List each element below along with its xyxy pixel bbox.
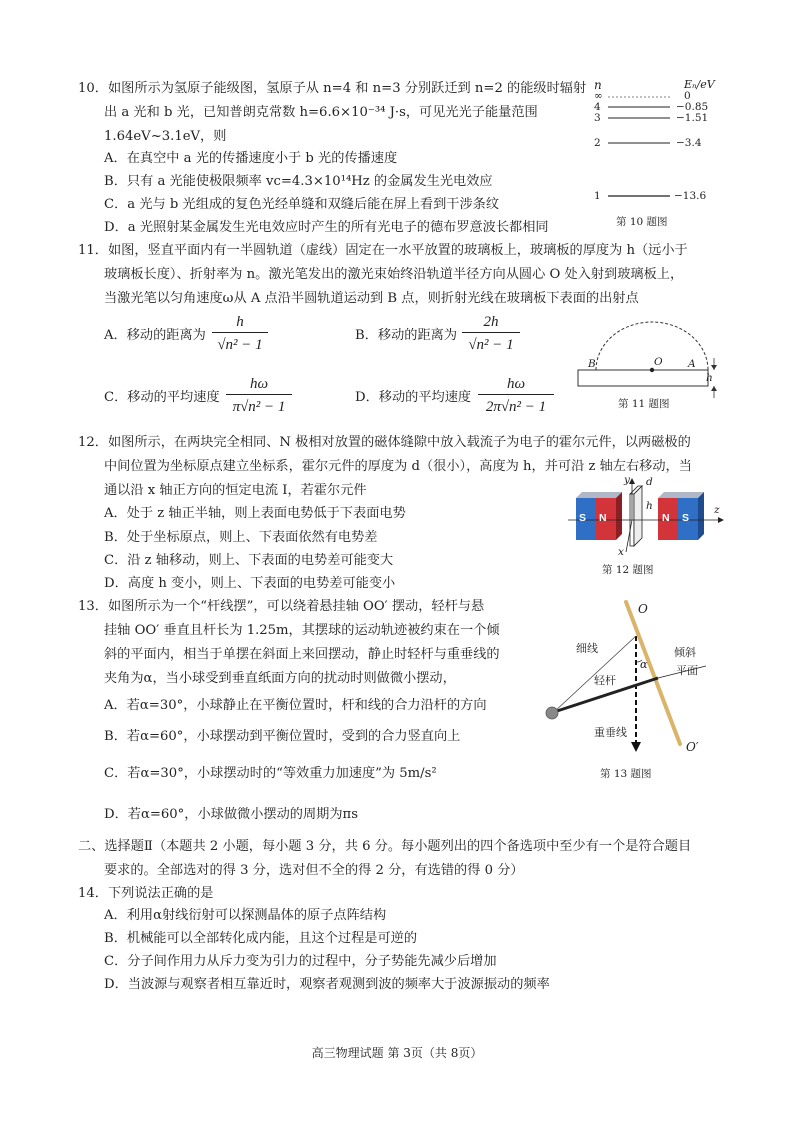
q13-stem-line2: 挂轴 OO′ 垂直且杆长为 1.25m，其摆球的运动轨迹被约束在一个倾	[104, 623, 500, 638]
plumb-arrow	[631, 742, 641, 752]
label-alpha: α	[640, 658, 648, 671]
level-2-e: −3.4	[676, 137, 702, 149]
q13-stem-line3: 斜的平面内，相当于单摆在斜面上来回摆动，静止时轻杆与重垂线的	[104, 647, 500, 662]
q11-frac-a-den: √n² − 1	[217, 337, 263, 353]
q13-option-c: C．若α=30°，小球摆动时的“等效重力加速度”为 5m/s²	[104, 766, 437, 781]
q11-option-d: D．移动的平均速度	[355, 390, 472, 405]
energy-level-figure	[592, 76, 722, 226]
q13-option-a: A．若α=30°，小球静止在平衡位置时，杆和线的合力沿杆的方向	[104, 698, 487, 713]
right-magnet-top	[658, 492, 704, 498]
q11-option-c: C．移动的平均速度	[104, 390, 220, 405]
q11-frac-c-den: π√n² − 1	[232, 399, 286, 415]
q11-frac-b	[462, 313, 520, 355]
col-e-label: Eₙ/eV	[684, 78, 715, 91]
label-o: O	[654, 356, 663, 368]
label-plane: 平面	[676, 664, 698, 677]
q10-stem-line2: 出 a 光和 b 光，已知普朗克常数 h=6.6×10⁻³⁴ J·s，可见光光子能量范围	[104, 105, 538, 120]
left-magnet-top	[576, 492, 622, 498]
fig10-caption: 第 10 题图	[616, 216, 668, 228]
level-1-n: 1	[594, 190, 601, 202]
section2-header-line2: 要求的。全部选对的得 3 分，选对但不全的得 2 分，有选错的得 0 分）	[104, 863, 524, 878]
q10-stem-line3: 1.64eV~3.1eV，则	[104, 129, 227, 144]
level-3-e: −1.51	[676, 112, 709, 124]
q11-frac-a-num: h	[236, 314, 244, 330]
axis-y-label: y	[624, 474, 630, 486]
label-inclined: 倾斜	[674, 646, 696, 659]
q10-option-d: D．a 光照射某金属发生光电效应时产生的所有光电子的德布罗意波长都相同	[104, 220, 549, 235]
q12-stem-line3: 通以沿 x 轴正方向的恒定电流 I，若霍尔元件	[104, 483, 367, 498]
glass-plate	[578, 370, 708, 386]
energy-level-diagram	[592, 76, 722, 226]
q14-option-a: A．利用α射线衍射可以探测晶体的原子点阵结构	[104, 908, 387, 923]
q12-option-a: A．处于 z 轴正半轴，则上表面电势低于下表面电势	[104, 506, 406, 521]
section2-header-line1: 二、选择题Ⅱ（本题共 2 小题，每小题 3 分，共 6 分。每小题列出的四个备选项中至少有一个是符合题目	[78, 839, 692, 854]
q12-option-b: B．处于坐标原点，则上、下表面依然有电势差	[104, 530, 378, 545]
q11-frac-d	[478, 375, 554, 417]
label-d: d	[646, 476, 653, 488]
axis-z-label: z	[714, 504, 720, 516]
q11-stem-line1: 11．如图，竖直平面内有一半圆轨道（虚线）固定在一水平放置的玻璃板上，玻璃板的厚度为 h（远小于	[78, 243, 688, 258]
label-b: B	[588, 358, 596, 370]
q10-stem-line1: 10．如图所示为氢原子能级图，氢原子从 n=4 和 n=3 分别跃迁到 n=2 的能级时辐射	[78, 81, 587, 96]
hall-plate-side	[634, 486, 642, 546]
q10-option-c: C．a 光与 b 光组成的复色光经单缝和双缝后能在屏上看到干涉条纹	[104, 197, 500, 212]
q11-option-b: B．移动的距离为	[355, 328, 458, 343]
q12-stem-line1: 12．如图所示，在两块完全相同、N 极相对放置的磁体缝隙中放入载流子为电子的霍尔元件，以两磁极的	[78, 435, 691, 450]
q14-option-c: C．分子间作用力从斥力变为引力的过程中，分子势能先减少后增加	[104, 954, 497, 969]
q12-stem-line2: 中间位置为坐标原点建立坐标系，霍尔元件的厚度为 d（很小），高度为 h，并可沿 z 轴左右移动，当	[104, 459, 692, 474]
magnet-right-s: S	[682, 512, 690, 524]
q13-option-b: B．若α=60°，小球摆动到平衡位置时，受到的合力竖直向上	[104, 729, 461, 744]
page-footer: 高三物理试题 第 3页（共 8页）	[311, 1046, 483, 1060]
level-1-e: −13.6	[674, 190, 707, 202]
fig11-caption: 第 11 题图	[618, 398, 670, 410]
semicircle-glass-figure	[574, 318, 724, 410]
q10-option-b: B．只有 a 光能使极限频率 vc=4.3×10¹⁴Hz 的金属发生光电效应	[104, 174, 493, 189]
level-inf-n: ∞	[594, 90, 603, 102]
col-n-label: n	[594, 78, 602, 92]
h-arrowhead-top	[711, 365, 717, 370]
h-arrowhead-bottom	[711, 386, 717, 391]
level-4-n: 4	[594, 101, 601, 113]
level-inf-e: 0	[684, 90, 691, 102]
q12-option-c: C．沿 z 轴移动，则上、下表面的电势差可能变大	[104, 553, 394, 568]
q11-frac-d-num: hω	[506, 376, 526, 392]
level-4-e: −0.85	[676, 101, 709, 113]
q11-option-a: A．移动的距离为	[104, 328, 206, 343]
q13-option-d: D．若α=60°，小球做微小摆动的周期为πs	[104, 807, 358, 822]
label-a: A	[688, 358, 696, 370]
label-o: O	[638, 602, 648, 616]
magnet-left-s: S	[579, 512, 587, 524]
axis-x-label: x	[618, 546, 624, 558]
q14-stem: 14．下列说法正确的是	[78, 886, 214, 901]
right-magnet-side	[698, 492, 704, 540]
q11-frac-a	[212, 313, 268, 355]
suspension-axis-oo	[626, 602, 680, 744]
q11-frac-c	[226, 375, 292, 417]
magnet-right-n: N	[662, 512, 670, 524]
q10-option-a: A．在真空中 a 光的传播速度小于 b 光的传播速度	[104, 151, 398, 166]
q14-option-b: B．机械能可以全部转化成内能，且这个过程是可逆的	[104, 931, 418, 946]
q11-frac-b-num: 2h	[483, 314, 499, 330]
q11-frac-c-num: hω	[249, 376, 269, 392]
q12-option-d: D．高度 h 变小，则上、下表面的电势差可能变小	[104, 576, 396, 591]
z-axis-arrow	[718, 517, 724, 523]
pendulum-ball	[546, 707, 558, 719]
q11-frac-d-den: 2π√n² − 1	[485, 399, 547, 415]
fig12-caption: 第 12 题图	[602, 564, 654, 576]
label-h: h	[706, 372, 713, 384]
label-thin-string: 细线	[576, 642, 598, 655]
center-o-dot	[650, 368, 654, 372]
label-o-prime: O′	[686, 740, 699, 754]
level-3-n: 3	[594, 112, 601, 124]
q13-stem-line4: 夹角为α，当小球受到垂直纸面方向的扰动时则做微小摆动，	[104, 671, 456, 686]
q14-option-d: D．当波源与观察者相互靠近时，观察者观测到波的频率大于波源振动的频率	[104, 977, 550, 992]
label-h: h	[646, 500, 653, 512]
q11-stem-line3: 当激光笔以匀角速度ω从 A 点沿半圆轨道运动到 B 点，则折射光线在玻璃板下表面的出射点	[104, 291, 639, 306]
q11-frac-b-den: √n² − 1	[468, 337, 514, 353]
q11-stem-line2: 玻璃板长度）、折射率为 n。激光笔发出的激光束始终沿轨道半径方向从圆心 O 处入射到玻璃板上，	[104, 267, 684, 282]
hall-element-diagram	[568, 474, 728, 576]
q13-stem-line1: 13．如图所示为一个“杆线摆”，可以绕着悬挂轴 OO′ 摆动，轻杆与悬	[78, 599, 485, 614]
magnet-left-n: N	[599, 512, 607, 524]
fig13-caption: 第 13 题图	[600, 768, 652, 780]
left-magnet-side	[616, 492, 622, 540]
rod-pendulum-figure	[540, 596, 716, 780]
hall-element-figure	[568, 474, 728, 576]
level-2-n: 2	[594, 137, 601, 149]
label-plumb-line: 重垂线	[594, 726, 627, 739]
label-light-rod: 轻杆	[594, 674, 616, 687]
